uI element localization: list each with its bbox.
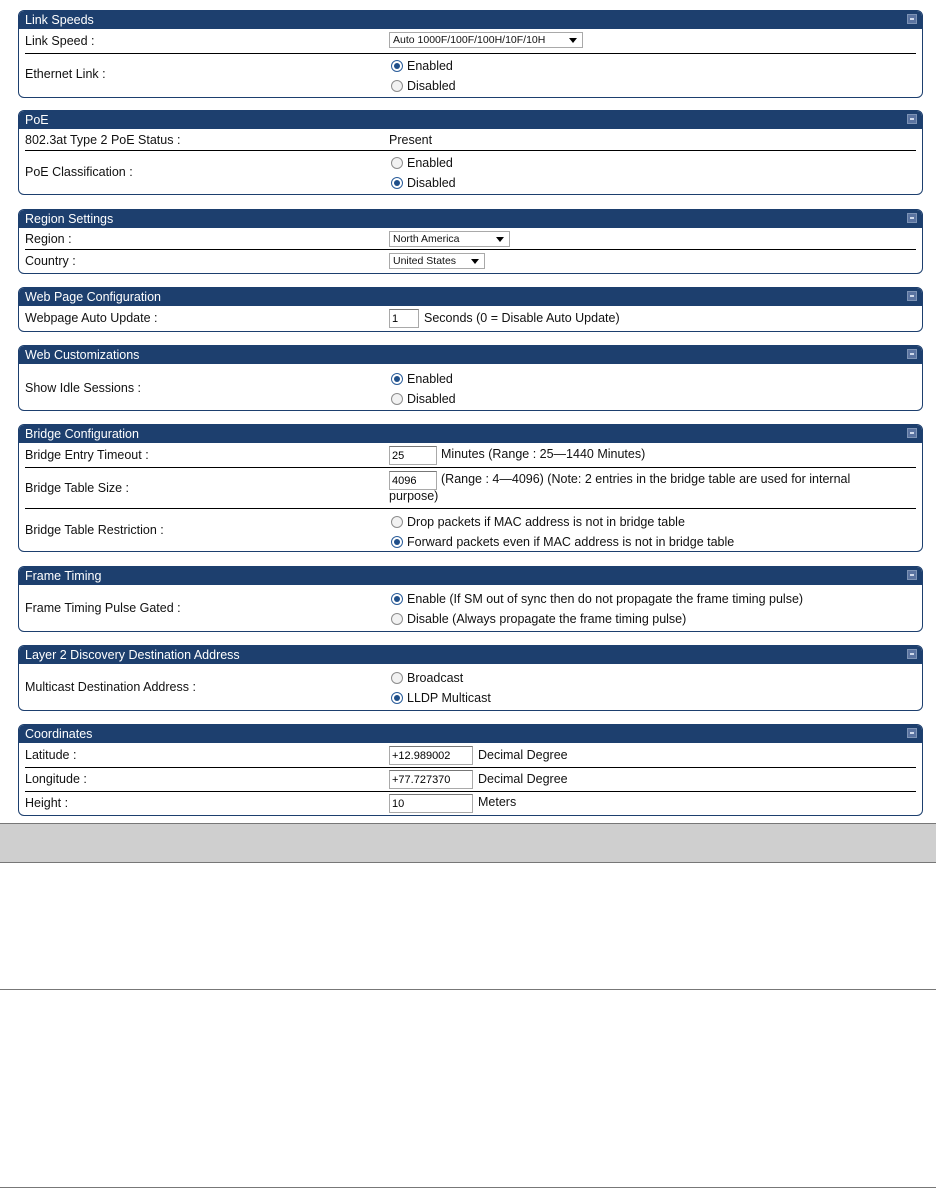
divider-line bbox=[0, 1187, 936, 1188]
radio-unselected-icon[interactable] bbox=[391, 157, 403, 169]
bridge-table-restriction-label: Bridge Table Restriction : bbox=[25, 523, 164, 537]
panel-title: Frame Timing bbox=[25, 569, 102, 583]
chevron-down-icon bbox=[496, 237, 504, 242]
collapse-icon[interactable] bbox=[907, 649, 917, 659]
pulse-enable-option[interactable] bbox=[391, 590, 803, 608]
bridge-table-size-row bbox=[25, 467, 916, 508]
region-settings-panel bbox=[18, 209, 923, 274]
height-row bbox=[25, 791, 916, 815]
latitude-row bbox=[25, 743, 916, 767]
collapse-icon[interactable] bbox=[907, 114, 917, 124]
radio-unselected-icon[interactable] bbox=[391, 516, 403, 528]
bridge-table-size-note: (Range : 4—4096) (Note: 2 entries in the bridge table are used for internal bbox=[441, 472, 851, 486]
option-label: Forward packets even if MAC address is not in bridge table bbox=[407, 535, 735, 549]
idle-disabled-option[interactable] bbox=[391, 390, 456, 408]
country-selected: United States bbox=[393, 255, 457, 267]
link-speed-selected: Auto 1000F/100F/100H/10F/10H bbox=[393, 34, 546, 46]
option-label: Enabled bbox=[407, 59, 453, 73]
poe-enabled-option[interactable] bbox=[391, 154, 453, 172]
web-customizations-panel bbox=[18, 345, 923, 411]
table-header-band bbox=[0, 823, 936, 863]
restriction-drop-option[interactable] bbox=[391, 513, 685, 531]
height-input[interactable] bbox=[389, 794, 473, 813]
country-select[interactable] bbox=[389, 253, 485, 269]
bridge-configuration-panel bbox=[18, 424, 923, 552]
radio-unselected-icon[interactable] bbox=[391, 393, 403, 405]
pulse-gated-label: Frame Timing Pulse Gated : bbox=[25, 601, 181, 615]
panel-title: Web Page Configuration bbox=[25, 290, 161, 304]
collapse-icon[interactable] bbox=[907, 570, 917, 580]
radio-unselected-icon[interactable] bbox=[391, 613, 403, 625]
bridge-entry-timeout-label: Bridge Entry Timeout : bbox=[25, 448, 149, 462]
multicast-address-label: Multicast Destination Address : bbox=[25, 680, 196, 694]
ethernet-enabled-option[interactable] bbox=[391, 57, 453, 75]
country-row bbox=[25, 249, 916, 273]
option-label: Enable (If SM out of sync then do not propagate the frame timing pulse) bbox=[407, 592, 804, 606]
restriction-forward-option[interactable] bbox=[391, 533, 734, 551]
coordinates-header bbox=[19, 725, 922, 743]
region-row bbox=[25, 228, 916, 249]
latitude-label: Latitude : bbox=[25, 748, 77, 762]
longitude-input[interactable] bbox=[389, 770, 473, 789]
web-customizations-header bbox=[19, 346, 922, 364]
bridge-table-size-input[interactable] bbox=[389, 471, 437, 490]
option-label: Broadcast bbox=[407, 671, 464, 685]
link-speeds-header bbox=[19, 11, 922, 29]
divider-line bbox=[0, 989, 936, 990]
region-selected: North America bbox=[393, 233, 460, 245]
option-label: Disable (Always propagate the frame timing pulse) bbox=[407, 612, 687, 626]
region-label: Region : bbox=[25, 232, 72, 246]
option-label: Enabled bbox=[407, 372, 453, 386]
collapse-icon[interactable] bbox=[907, 14, 917, 24]
layer2-discovery-header bbox=[19, 646, 922, 664]
bridge-table-size-label: Bridge Table Size : bbox=[25, 481, 129, 495]
radio-selected-icon[interactable] bbox=[391, 177, 403, 189]
poe-classification-label: PoE Classification : bbox=[25, 165, 133, 179]
bridge-entry-timeout-input[interactable] bbox=[389, 446, 437, 465]
coordinates-panel bbox=[18, 724, 923, 816]
panel-title: PoE bbox=[25, 113, 49, 127]
option-label: Disabled bbox=[407, 79, 456, 93]
auto-update-row bbox=[25, 306, 916, 331]
radio-selected-icon[interactable] bbox=[391, 593, 403, 605]
ethernet-link-row bbox=[25, 53, 916, 97]
collapse-icon[interactable] bbox=[907, 349, 917, 359]
bridge-table-size-note-cont: purpose) bbox=[389, 489, 439, 503]
poe-status-value: Present bbox=[389, 133, 433, 147]
radio-unselected-icon[interactable] bbox=[391, 672, 403, 684]
latitude-unit: Decimal Degree bbox=[478, 748, 568, 762]
layer2-discovery-panel bbox=[18, 645, 923, 711]
panel-title: Coordinates bbox=[25, 727, 93, 741]
bridge-configuration-header bbox=[19, 425, 922, 443]
broadcast-option[interactable] bbox=[391, 669, 463, 687]
option-label: Drop packets if MAC address is not in bridge table bbox=[407, 515, 685, 529]
radio-unselected-icon[interactable] bbox=[391, 80, 403, 92]
pulse-gated-row bbox=[25, 585, 916, 631]
idle-sessions-row bbox=[25, 364, 916, 410]
link-speed-select[interactable] bbox=[389, 32, 583, 48]
web-page-configuration-panel bbox=[18, 287, 923, 332]
web-page-configuration-header bbox=[19, 288, 922, 306]
poe-header bbox=[19, 111, 922, 129]
panel-title: Web Customizations bbox=[25, 348, 140, 362]
ethernet-link-label: Ethernet Link : bbox=[25, 67, 106, 81]
collapse-icon[interactable] bbox=[907, 428, 917, 438]
longitude-label: Longitude : bbox=[25, 772, 87, 786]
longitude-unit: Decimal Degree bbox=[478, 772, 568, 786]
region-select[interactable] bbox=[389, 231, 510, 247]
poe-classification-row bbox=[25, 150, 916, 194]
ethernet-disabled-option[interactable] bbox=[391, 77, 456, 95]
poe-status-row bbox=[25, 129, 916, 150]
frame-timing-panel bbox=[18, 566, 923, 632]
panel-title: Bridge Configuration bbox=[25, 427, 139, 441]
bridge-entry-timeout-row bbox=[25, 443, 916, 467]
latitude-input[interactable] bbox=[389, 746, 473, 765]
chevron-down-icon bbox=[569, 38, 577, 43]
radio-selected-icon[interactable] bbox=[391, 692, 403, 704]
collapse-icon[interactable] bbox=[907, 728, 917, 738]
auto-update-input[interactable] bbox=[389, 309, 419, 328]
poe-panel bbox=[18, 110, 923, 195]
bridge-entry-timeout-unit: Minutes (Range : 25—1440 Minutes) bbox=[441, 447, 646, 461]
height-unit: Meters bbox=[478, 795, 517, 809]
radio-selected-icon[interactable] bbox=[391, 373, 403, 385]
collapse-icon[interactable] bbox=[907, 291, 917, 301]
bridge-table-restriction-row bbox=[25, 508, 916, 552]
lldp-multicast-option[interactable] bbox=[391, 689, 491, 707]
idle-sessions-label: Show Idle Sessions : bbox=[25, 381, 142, 395]
idle-enabled-option[interactable] bbox=[391, 370, 453, 388]
link-speed-label: Link Speed : bbox=[25, 34, 95, 48]
longitude-row bbox=[25, 767, 916, 791]
panel-title: Link Speeds bbox=[25, 13, 94, 27]
multicast-address-row bbox=[25, 664, 916, 710]
option-label: LLDP Multicast bbox=[407, 691, 491, 705]
frame-timing-header bbox=[19, 567, 922, 585]
auto-update-label: Webpage Auto Update : bbox=[25, 311, 158, 325]
radio-selected-icon[interactable] bbox=[391, 536, 403, 548]
option-label: Disabled bbox=[407, 392, 456, 406]
panel-title: Layer 2 Discovery Destination Address bbox=[25, 648, 240, 662]
chevron-down-icon bbox=[471, 259, 479, 264]
pulse-disable-option[interactable] bbox=[391, 610, 686, 628]
region-settings-header bbox=[19, 210, 922, 228]
height-label: Height : bbox=[25, 796, 69, 810]
collapse-icon[interactable] bbox=[907, 213, 917, 223]
link-speed-row bbox=[25, 29, 916, 53]
link-speeds-panel bbox=[18, 10, 923, 98]
option-label: Disabled bbox=[407, 176, 456, 190]
poe-status-label: 802.3at Type 2 PoE Status : bbox=[25, 133, 181, 147]
country-label: Country : bbox=[25, 254, 76, 268]
poe-disabled-option[interactable] bbox=[391, 174, 456, 192]
option-label: Enabled bbox=[407, 156, 453, 170]
radio-selected-icon[interactable] bbox=[391, 60, 403, 72]
auto-update-unit: Seconds (0 = Disable Auto Update) bbox=[424, 311, 620, 325]
panel-title: Region Settings bbox=[25, 212, 114, 226]
